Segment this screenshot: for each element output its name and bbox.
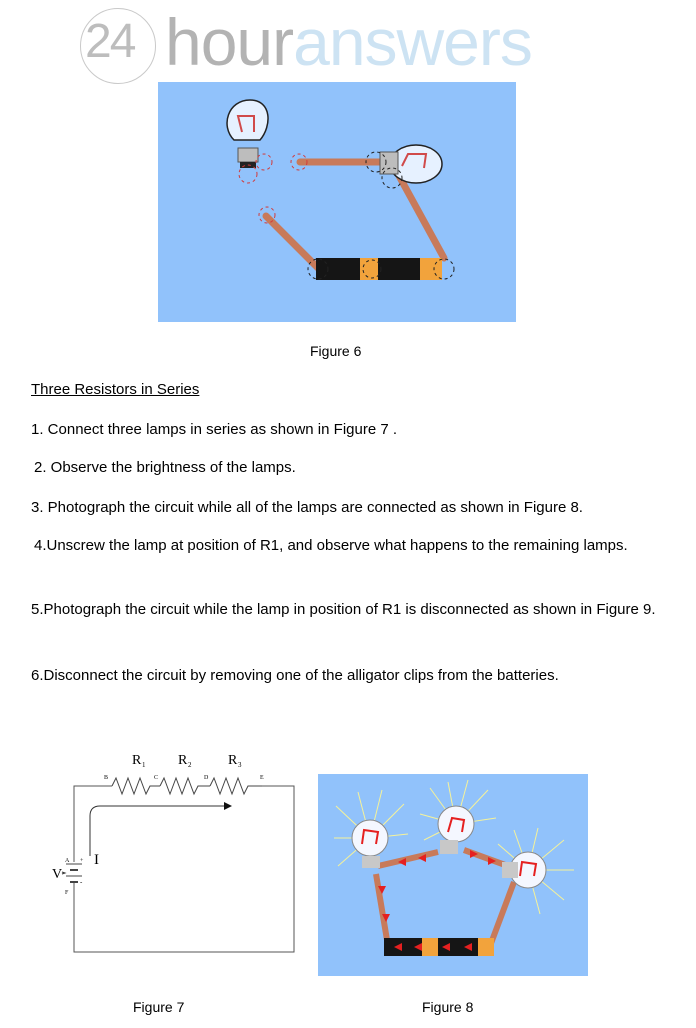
section-heading: Three Resistors in Series [31,381,200,398]
logo-wordmark [165,4,532,80]
label-node-d: D [204,775,209,781]
step-4-text: 4.Unscrew the lamp at position of R1, and observe what happens to the remaining lamps. [34,537,628,554]
connected-lamp [366,145,442,188]
label-minus: - [80,878,83,886]
figure-8-caption: Figure 8 [422,999,474,1015]
label-node-a: A [65,858,70,864]
step-3: 3. Photograph the circuit while all of the lamps are connected as shown in Figure 8. [31,499,583,516]
figure-7-circuit-diagram [50,744,300,964]
label-r1: R [132,753,142,768]
label-voltage: V [52,867,63,882]
label-r2-sub: 2 [188,761,192,769]
battery-pack [308,258,454,280]
logo-word-hour: hour [165,5,294,79]
step-2: 2. Observe the brightness of the lamps. [34,459,296,476]
logo-word-answers: answers [293,5,532,79]
figure-7-caption: Figure 7 [133,999,185,1015]
figure-8-image [318,774,588,976]
figure-6-caption: Figure 6 [310,343,362,359]
lamp-2 [438,806,474,854]
label-node-e: E [260,775,264,781]
label-current: I [94,852,99,868]
step-4 [31,535,641,557]
figure-6-image [158,82,516,322]
lamp-3 [502,852,546,888]
logo-number: 24 [85,15,135,68]
label-r3-sub: 3 [238,761,242,769]
label-node-b: B [104,775,109,781]
label-plus: + [80,858,84,864]
current-flow-arrows [378,850,496,951]
label-node-c: C [154,775,159,781]
lamp-1 [352,820,388,868]
label-r3: R [228,753,238,768]
label-node-f: F [65,890,69,896]
step-6: 6.Disconnect the circuit by removing one of the alligator clips from the batteries. [31,667,559,684]
step-5: 5.Photograph the circuit while the lamp in position of R1 is disconnected as shown in Figure 9. [31,601,656,618]
detached-lamp [227,100,272,183]
label-r2: R [178,753,188,768]
brand-logo [80,4,560,80]
label-r1-sub: 1 [142,761,146,769]
step-1: 1. Connect three lamps in series as shown in Figure 7 . [31,421,398,438]
